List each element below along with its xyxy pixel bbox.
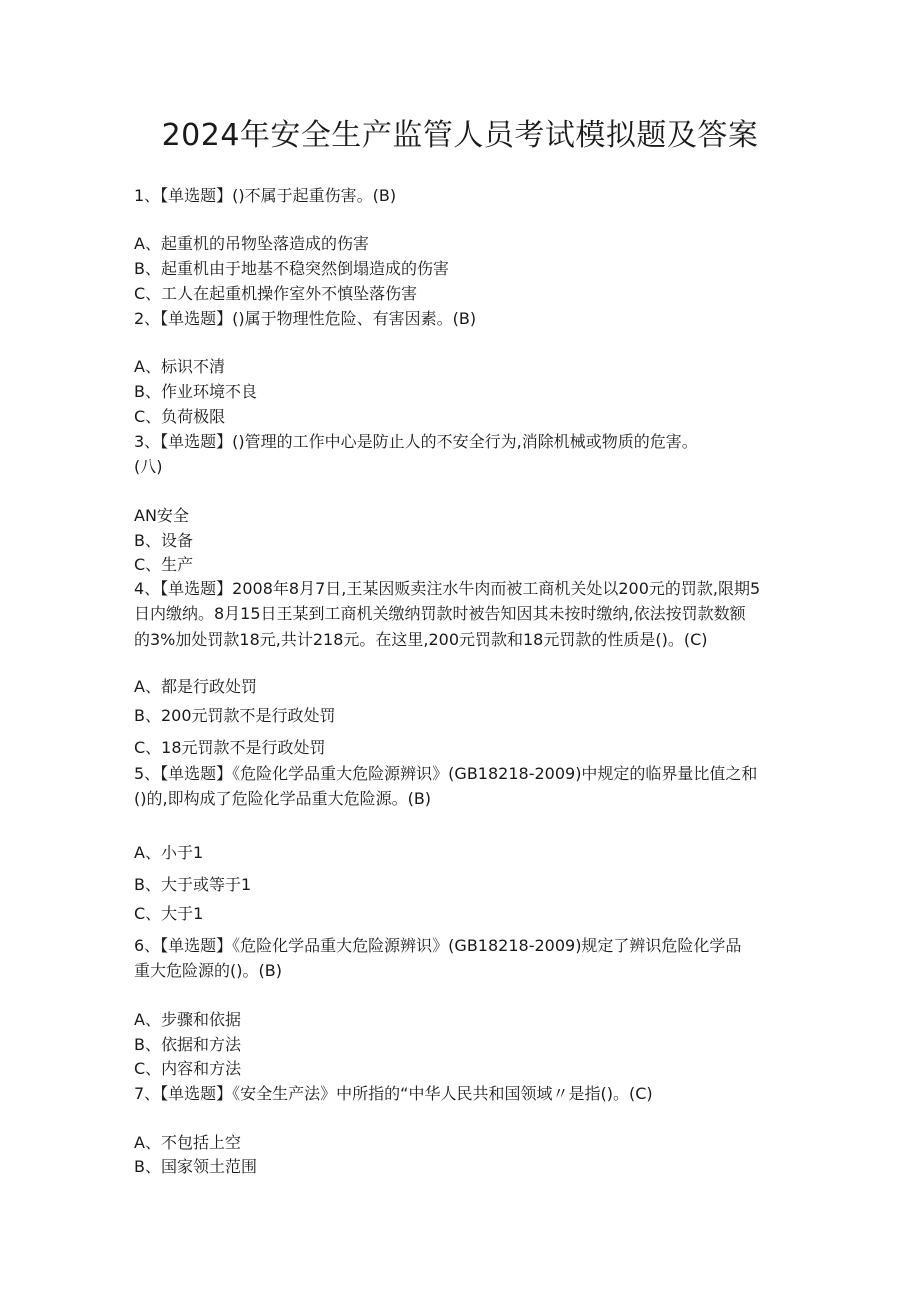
- question-4-stem-line-3: 的3%加处罚款18元,共计218元。在这里,200元罚款和18元罚款的性质是()。(C): [134, 630, 708, 649]
- question-6-option-c: C、内容和方法: [134, 1059, 242, 1078]
- question-1-option-a: A、起重机的吊物坠落造成的伤害: [134, 234, 369, 253]
- question-4-option-c: C、18元罚款不是行政处罚: [134, 738, 326, 757]
- question-5-option-b: B、大于或等于1: [134, 875, 252, 894]
- question-4-stem-line-2: 日内缴纳。8月15日王某到工商机关缴纳罚款时被告知因其未按时缴纳,依法按罚款数额: [134, 604, 746, 623]
- question-1-option-b: B、起重机由于地基不稳突然倒塌造成的伤害: [134, 259, 449, 278]
- question-2-option-c: C、负荷极限: [134, 407, 226, 426]
- question-2-stem: 2、【单选题】()属于物理性危险、有害因素。(B): [134, 309, 477, 328]
- question-7-option-b: B、国家领土范围: [134, 1157, 257, 1176]
- question-5-stem-line-2: ()的,即构成了危险化学品重大危险源。(B): [134, 789, 432, 808]
- question-3-option-c: C、生产: [134, 555, 194, 574]
- question-4-option-a: A、都是行政处罚: [134, 677, 257, 696]
- question-7-option-a: A、不包括上空: [134, 1133, 241, 1152]
- question-6-option-b: B、依据和方法: [134, 1035, 241, 1054]
- question-4-option-b: B、200元罚款不是行政处罚: [134, 706, 336, 725]
- question-3-stem-line-2: (八): [134, 457, 163, 476]
- question-3-stem-line-1: 3、【单选题】()管理的工作中心是防止人的不安全行为,消除机械或物质的危害。: [134, 432, 698, 451]
- question-2-option-a: A、标识不清: [134, 357, 225, 376]
- question-5-stem-line-1: 5、【单选题】《危险化学品重大危险源辨识》(GB18218-2009)中规定的临界量比值之和: [134, 764, 758, 783]
- question-3-option-b: B、设备: [134, 531, 193, 550]
- question-4-stem-line-1: 4、【单选题】2008年8月7日,王某因贩卖注水牛肉而被工商机关处以200元的罚款,限期5: [134, 579, 761, 598]
- question-6-option-a: A、步骤和依据: [134, 1010, 241, 1029]
- question-6-stem-line-1: 6、【单选题】《危险化学品重大危险源辨识》(GB18218-2009)规定了辨识危险化学品: [134, 936, 742, 955]
- document-title: 2024年安全生产监管人员考试模拟题及答案: [161, 118, 759, 153]
- question-7-stem: 7、【单选题】《安全生产法》中所指的“中华人民共和国领域〃是指()。(C): [134, 1084, 653, 1103]
- question-5-option-c: C、大于1: [134, 904, 204, 923]
- question-5-option-a: A、小于1: [134, 843, 204, 862]
- question-1-stem: 1、【单选题】()不属于起重伤害。(B): [134, 186, 397, 205]
- question-2-option-b: B、作业环境不良: [134, 382, 257, 401]
- question-3-option-a: AN安全: [134, 506, 189, 525]
- question-6-stem-line-2: 重大危险源的()。(B): [134, 961, 282, 980]
- question-1-option-c: C、工人在起重机操作室外不慎坠落伤害: [134, 284, 418, 303]
